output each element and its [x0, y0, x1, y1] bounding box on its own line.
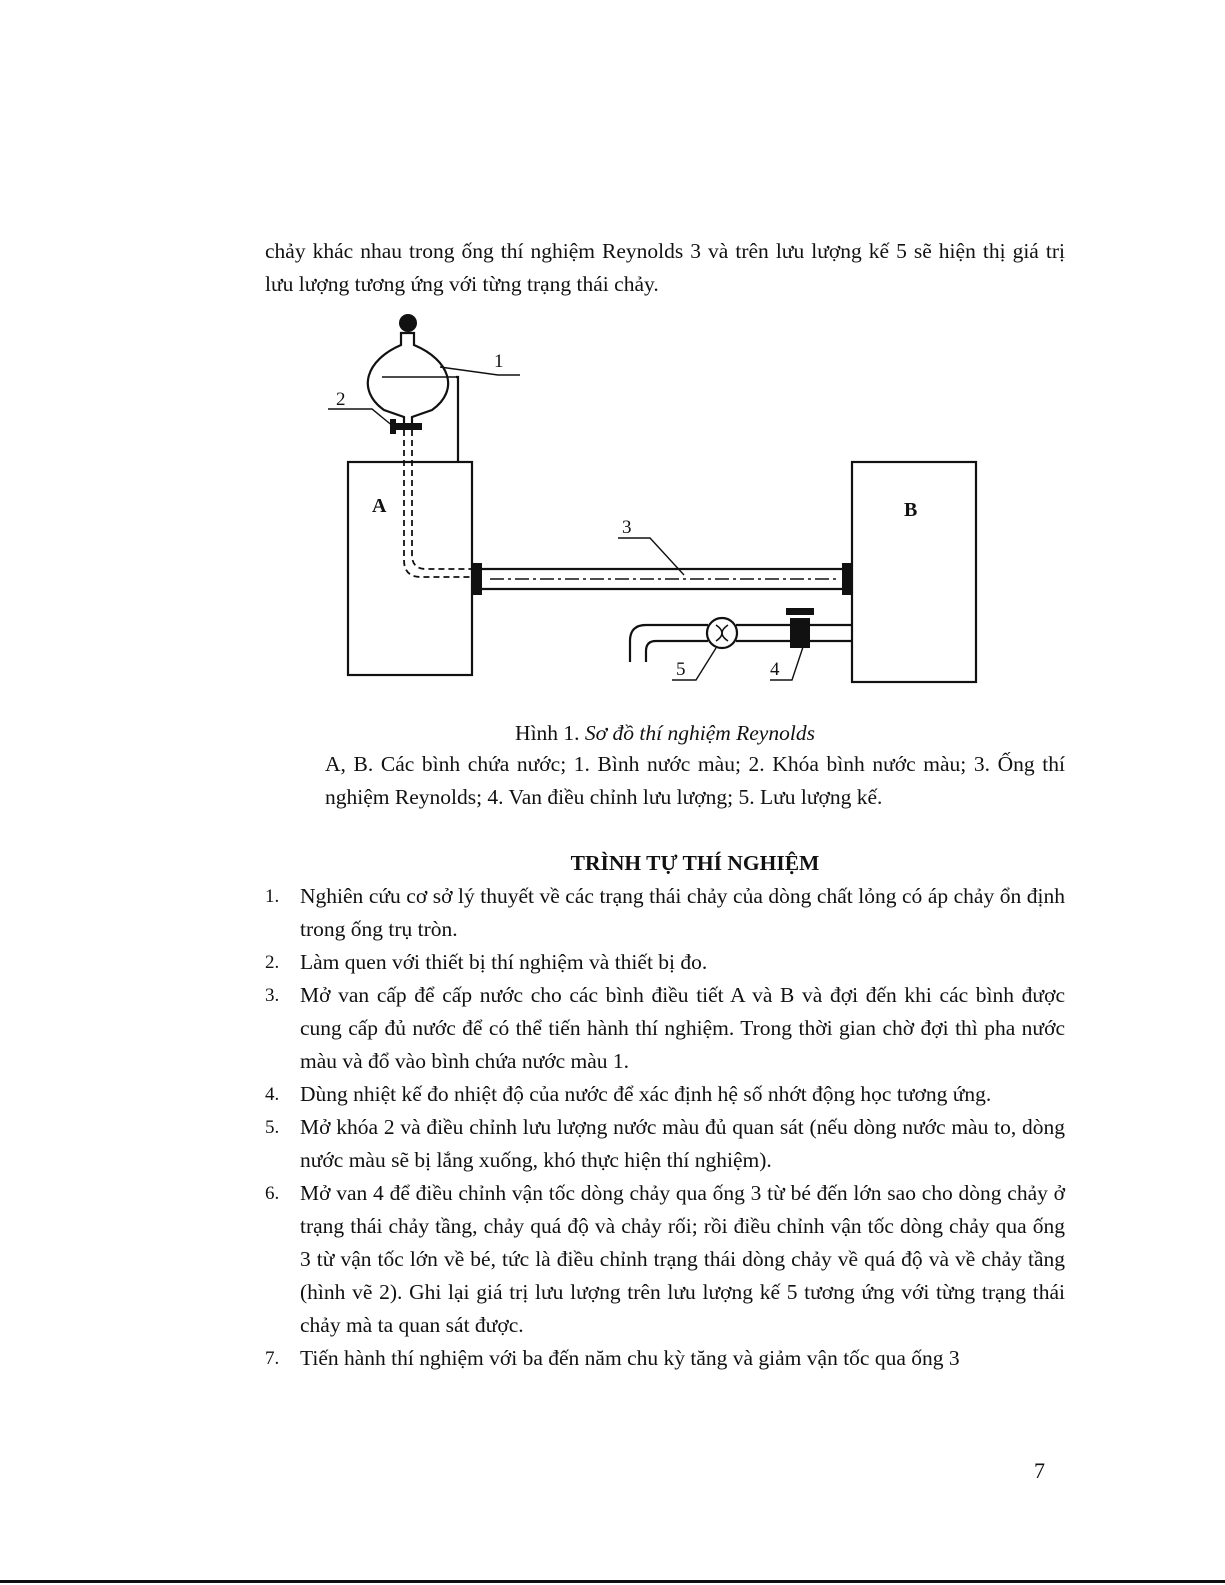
tank-b	[852, 462, 976, 682]
flange-left	[472, 563, 482, 595]
bottom-rule	[0, 1580, 1225, 1583]
caption-prefix: Hình 1.	[515, 721, 580, 745]
page-number: 7	[1034, 1458, 1045, 1483]
list-item	[265, 1111, 1065, 1177]
list-item	[265, 946, 1065, 979]
step-text: Mở khóa 2 và điều chỉnh lưu lượng nước màu đủ quan sát (nếu dòng nước màu to, dòng nước màu sẽ bị lắng xuống, khó thực hiện thí nghiệm).	[300, 1115, 1065, 1172]
step-number: 5.	[265, 1117, 280, 1138]
step-text: Mở van cấp để cấp nước cho các bình điều tiết A và B và đợi đến khi các bình được cung cấp đủ nước để có thể tiến hành thí nghiệm. Trong thời gian chờ đợi thì pha nước màu và đổ vào bình chứa nước màu 1.	[300, 983, 1065, 1073]
step-text: Nghiên cứu cơ sở lý thuyết về các trạng thái chảy của dòng chất lỏng có áp chảy ổn định trong ống trụ tròn.	[300, 884, 1065, 941]
label-tank-b: B	[904, 499, 918, 521]
reynolds-diagram	[300, 305, 1020, 705]
dye-tube	[404, 430, 472, 577]
dye-flask	[368, 333, 456, 427]
flange-right	[842, 563, 852, 595]
step-number: 2.	[265, 952, 280, 973]
reynolds-apparatus-svg	[300, 305, 1020, 705]
figure-caption	[265, 717, 1065, 749]
label-2: 2	[336, 389, 346, 410]
leader-1	[440, 367, 520, 375]
step-text: Dùng nhiệt kế đo nhiệt độ của nước để xác định hệ số nhớt động học tương ứng.	[300, 1082, 992, 1106]
figure-legend: A, B. Các bình chứa nước; 1. Bình nước màu; 2. Khóa bình nước màu; 3. Ống thí nghiệm Reynolds; 4. Van điều chỉnh lưu lượng; 5. Lưu lượng kế.	[325, 752, 1065, 809]
label-3: 3	[622, 517, 632, 538]
list-item	[265, 880, 1065, 946]
step-number: 1.	[265, 886, 280, 907]
flask-stopper	[399, 314, 417, 332]
label-tank-a: A	[372, 495, 387, 517]
outlet-bend-outer	[630, 625, 708, 662]
label-4: 4	[770, 659, 780, 680]
valve-2-handle	[390, 419, 396, 434]
list-item	[265, 979, 1065, 1078]
list-item	[265, 1078, 1065, 1111]
valve-2	[392, 423, 422, 430]
step-number: 7.	[265, 1348, 280, 1369]
step-text: Mở van 4 để điều chỉnh vận tốc dòng chảy qua ống 3 từ bé đến lớn sao cho dòng chảy ở trạng thái chảy tầng, chảy quá độ và chảy rối; rồi điều chỉnh vận tốc dòng chảy qua ống 3 từ vận tốc lớn về bé, tức là điều chỉnh trạng thái dòng chảy về quá độ và về chảy tầng (hình vẽ 2). Ghi lại giá trị lưu lượng trên lưu lượng kế 5 tương ứng với từng trạng thái chảy mà ta quan sát được.	[300, 1181, 1065, 1337]
caption-title: Sơ đồ thí nghiệm Reynolds	[584, 721, 815, 745]
list-item	[265, 1342, 1065, 1375]
flask-support	[456, 377, 458, 462]
intro-paragraph: chảy khác nhau trong ống thí nghiệm Reynolds 3 và trên lưu lượng kế 5 sẽ hiện thị giá trị lưu lượng tương ứng với từng trạng thái chảy.	[265, 239, 1065, 296]
valve-4-handle	[786, 608, 814, 615]
procedure-list	[265, 880, 1065, 1375]
step-number: 3.	[265, 985, 280, 1006]
step-text: Tiến hành thí nghiệm với ba đến năm chu kỳ tăng và giảm vận tốc qua ống 3	[300, 1346, 960, 1370]
label-1: 1	[494, 351, 504, 372]
step-text: Làm quen với thiết bị thí nghiệm và thiết bị đo.	[300, 950, 708, 974]
step-number: 6.	[265, 1183, 280, 1204]
list-item	[265, 1177, 1065, 1342]
valve-4	[790, 618, 810, 648]
label-5: 5	[676, 659, 686, 680]
step-number: 4.	[265, 1084, 280, 1105]
leader-2	[328, 409, 394, 427]
flow-meter	[707, 618, 737, 648]
section-title: TRÌNH TỰ THÍ NGHIỆM	[570, 851, 820, 875]
